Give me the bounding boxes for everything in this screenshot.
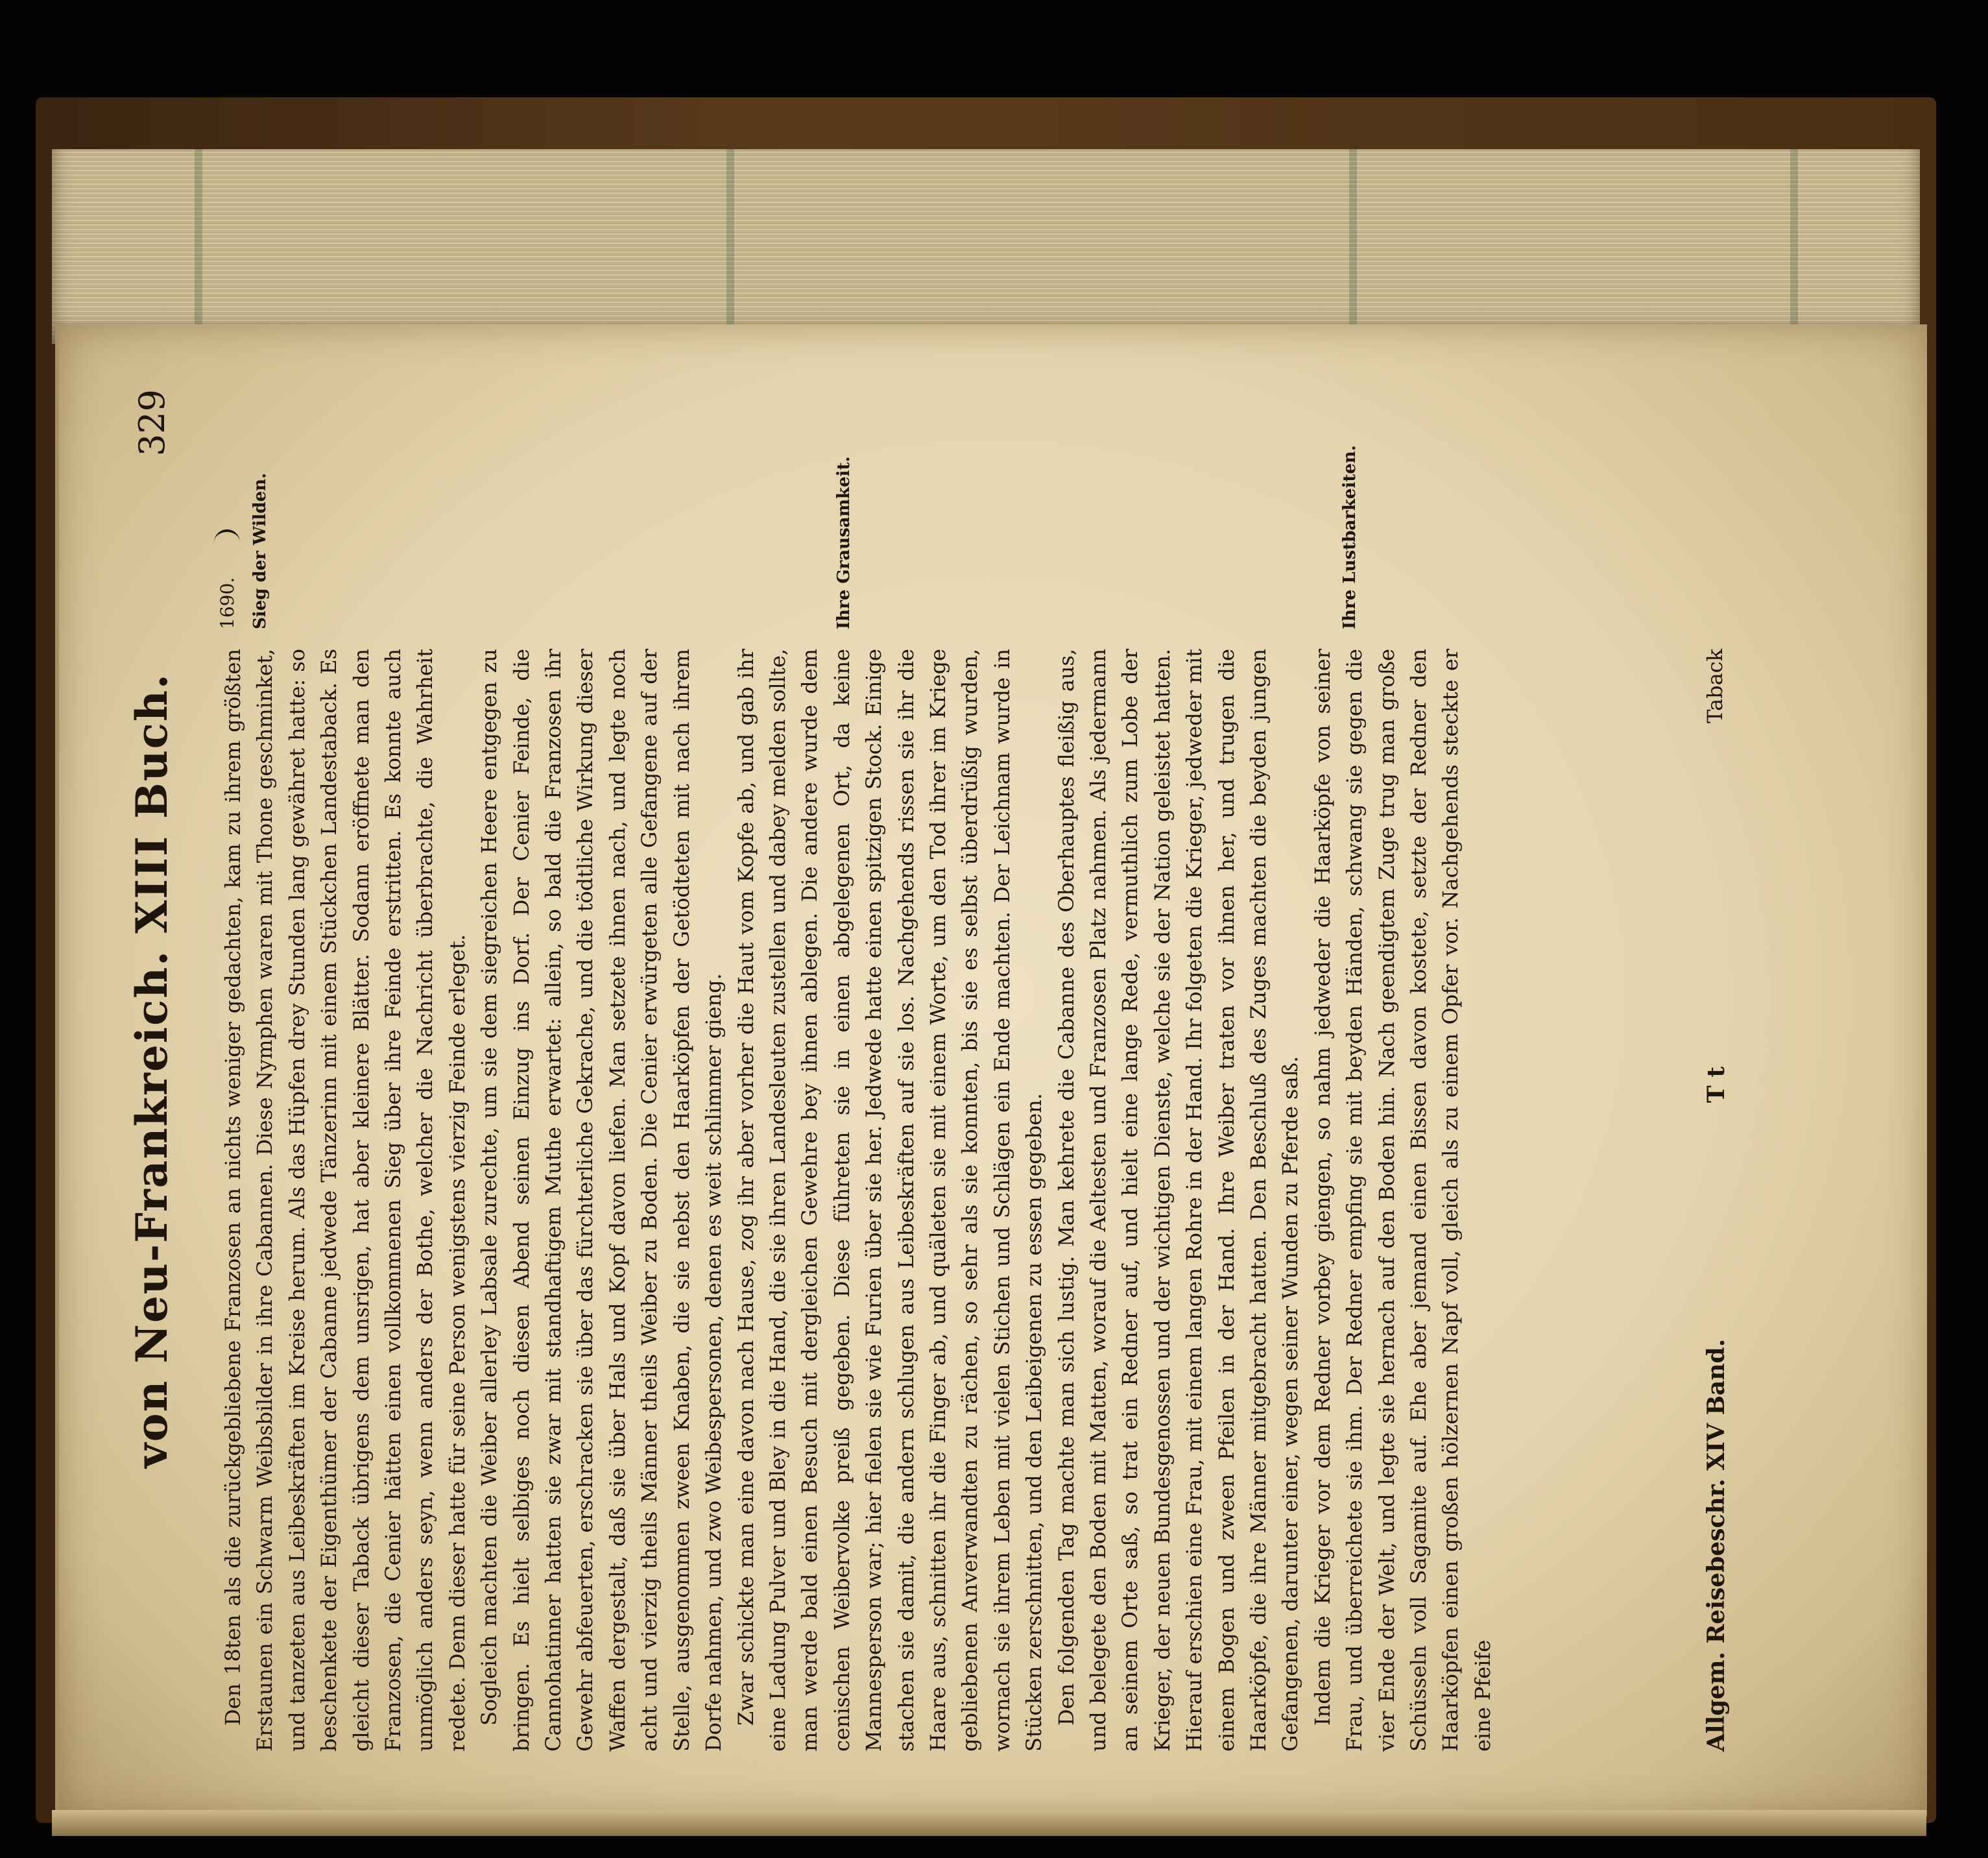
catchword: Taback — [1703, 649, 1727, 723]
margin-note: Sieg der Wilden. — [250, 472, 270, 629]
edge-stain — [1790, 149, 1798, 344]
signature-mark: T t — [1703, 1067, 1730, 1103]
rotated-page-content — [120, 363, 1845, 1778]
page-number: 329 — [132, 389, 173, 457]
signature-line — [1703, 649, 1742, 1752]
margin-note: Ihre Lustbarkeiten. — [1340, 445, 1359, 629]
paragraph: Sogleich machten die Weiber allerley Labsale zurechte, um sie dem siegreichen Heere entgegen zu bringen. Es hielt selbiges noch diesen Abend seinen Einzug ins Dorf. Der Cenier Feinde, die Cannohatinner hatten sie zwar mit standhaftigem Muthe erwartet: allein, so bald die Franzosen ihr Gewehr abfeuerten, erschracken sie über das fürchterliche Gekrache, und die tödtliche Wirkung dieser Waffen dergestalt, daß sie über Hals und Kopf davon liefen. Man setzete ihnen nach, und legte noch acht und vierzig theils Männer theils Weiber zu Boden. Die Cenier erwürgeten alle Gefangene auf der Stelle, ausgenommen zween Knaben, die sie nebst den Haarköpfen der Getödteten mit nach ihrem Dorfe nahmen, und zwo Weibespersonen, denen es weit schlimmer gieng. — [477, 649, 726, 1752]
next-page-edge — [52, 1810, 1926, 1836]
paragraph: Den folgenden Tag machte man sich lustig. Man kehrete die Cabanne des Oberhauptes fleißig aus, und belegete den Boden mit Matten, worauf die Aeltesten und Franzosen Platz nahmen. Als jedermann an seinem Orte saß, so trat ein Redner auf, und hielt eine lange Rede, vermuthlich zum Lobe der Krieger, der neuen Bundesgenossen und der wichtigen Dienste, welche sie der Nation geleistet hatten. Hierauf erschien eine Frau, mit einem langen Rohre in der Hand. Ihr folgeten die Krieger, jedweder mit einem Bogen und zween Pfeilen in der Hand. Ihre Weiber traten vor ihnen her, und trugen die Haarköpfe, die ihre Männer mitgebracht hatten. Den Beschluß des Zuges machten die beyden jungen Gefangenen, darunter einer, wegen seiner Wunden zu Pferde saß. — [1053, 649, 1303, 1752]
page-edges — [52, 149, 1920, 344]
running-head-title: von Neu-Frankreich. XIII Buch. — [126, 673, 177, 1468]
paragraph: Zwar schickte man eine davon nach Hause, zog ihr aber vorher die Haut vom Kopfe ab, und gab ihr eine Ladung Pulver und Bley in die Hand, die sie ihren Landesleuten zustellen und dabey melden sollte, man werde bald einen Besuch mit dergleichen Gewehre bey ihnen ablegen. Die andere wurde dem cenischen Weibervolke preiß gegeben. Diese führeten sie in einen abgelegenen Ort, da keine Mannesperson war; hier fielen sie wie Furien über sie her. Jedwede hatte einen spitzigen Stock. Einige stachen sie damit, die andern schlugen aus Leibeskräften auf sie los. Nachgehends rissen sie ihr die Haare aus, schnitten ihr die Finger ab, und quäleten sie mit einem Worte, um den Tod ihrer im Kriege gebliebenen Anverwandten zu rächen, so sehr als sie konnten, bis sie es selbst überdrüßig wurden, wornach sie ihrem Leben mit vielen Stichen und Schlägen ein Ende machten. Der Leichnam wurde in Stücken zerschnitten, und den Leibeigenen zu essen gegeben. — [733, 649, 1047, 1752]
signature-book-title: Allgem. Reisebeschr. XIV Band. — [1703, 1338, 1730, 1752]
paragraph: Indem die Krieger vor dem Redner vorbey giengen, so nahm jedweder die Haarköpfe von seiner Frau, und überreichete sie ihm. Der Redner empfing sie mit beyden Händen, schwang sie gegen die vier Ende der Welt, und legte sie hernach auf den Boden hin. Nach geendigtem Zuge trug man große Schüsseln voll Sagamite auf. Ehe aber jemand einen Bissen davon kostete, setzte der Redner den Haarköpfen einen großen hölzernen Napf voll, gleich als zu einem Opfer vor. Nachgehends steckte er eine Pfeife — [1310, 649, 1495, 1752]
edge-stain — [1349, 149, 1357, 344]
margin-note: Ihre Grausamkeit. — [834, 456, 854, 629]
edge-stain — [195, 149, 202, 344]
paragraph: Den 18ten als die zurückgebliebene Franzosen an nichts weniger gedachten, kam zu ihrem größten Erstaunen ein Schwarm Weibsbilder in ihre Cabannen. Diese Nymphen waren mit Thone geschminket, und tanzeten aus Leibeskräften im Kreise herum. Als das Hüpfen drey Stunden lang gewähret hatte: so beschenkete der Eigenthümer der Cabanne jedwede Tänzerinn mit einem Stückchen Landestaback. Es gleicht dieser Taback übrigens dem unsrigen, hat aber kleinere Blätter. Sodann eröffnete man den Franzosen, die Cenier hätten einen vollkommenen Sieg über ihre Feinde erstritten. Es konnte auch unmöglich anders seyn, wenn anders der Bothe, welcher die Nachricht überbrachte, die Wahrheit redete. Denn dieser hatte für seine Person wenigstens vierzig Feinde erleget. — [221, 649, 470, 1752]
margin-note-year: 1690. — [217, 577, 238, 629]
body-text — [217, 649, 1499, 1752]
edge-stain — [726, 149, 734, 344]
running-head — [120, 389, 198, 1752]
